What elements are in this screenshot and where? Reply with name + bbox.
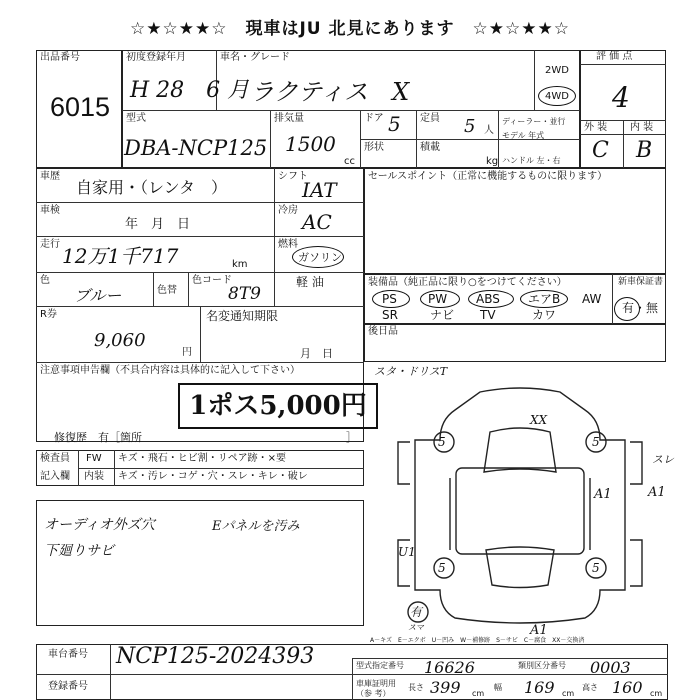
load-label: 積載 bbox=[420, 142, 440, 153]
equip-ps-circle bbox=[372, 290, 410, 308]
length-value: 399 bbox=[430, 678, 461, 697]
equip-airbag: エアB bbox=[528, 292, 561, 306]
mark-5-front-left: 5 bbox=[438, 435, 446, 449]
equip-ps: PS bbox=[382, 292, 397, 306]
lot-number: 6015 bbox=[49, 92, 111, 122]
inspector-label: 検査員 bbox=[40, 453, 70, 464]
car-diagram bbox=[370, 380, 670, 630]
fuel-gasoline-circle bbox=[292, 246, 344, 268]
color-change-label: 色替 bbox=[157, 285, 177, 296]
price-stamp: 1ポス5,000円 bbox=[178, 383, 378, 429]
name-change-value: 月 日 bbox=[300, 347, 333, 360]
interior-label: 内 装 bbox=[630, 122, 654, 133]
mark-scratch: スレ bbox=[652, 453, 674, 466]
auction-banner: ☆★☆★★☆ 現車はJU 北見にあります ☆★☆★★☆ bbox=[130, 19, 570, 39]
color-code-label: 色コード bbox=[192, 275, 232, 286]
mark-a1-rear: A1 bbox=[530, 623, 548, 638]
mileage-label: 走行 bbox=[40, 239, 60, 250]
sales-point-box bbox=[364, 168, 666, 274]
color-code-value: 8T9 bbox=[228, 284, 261, 304]
drive-2wd: 2WD bbox=[545, 65, 569, 76]
score-label: 評 価 点 bbox=[596, 51, 633, 62]
inspector-row2: キズ・汚レ・コゲ・穴・スレ・キレ・破レ bbox=[118, 471, 308, 482]
warranty-value: 有・無 bbox=[622, 301, 659, 315]
mark-5-rear-right: 5 bbox=[592, 561, 600, 575]
repair-close: ］ bbox=[346, 431, 357, 444]
fuel-label: 燃料 bbox=[278, 239, 298, 250]
score-value: 4 bbox=[612, 81, 630, 114]
cooling-value: AC bbox=[302, 210, 332, 234]
displacement-unit: cc bbox=[344, 156, 355, 167]
width-value: 169 bbox=[524, 678, 555, 697]
handle-label: ハンドル 左・右 bbox=[502, 156, 561, 165]
equip-aw: AW bbox=[582, 292, 602, 306]
chassis-label: 車台番号 bbox=[48, 649, 88, 660]
history-value: 自家用・（レンタ ） bbox=[76, 178, 227, 197]
color-label: 色 bbox=[40, 275, 50, 286]
recycle-value: 9,060 bbox=[94, 330, 146, 351]
recycle-label: R券 bbox=[40, 309, 57, 320]
load-unit: kg bbox=[486, 156, 499, 167]
equipment-label: 装備品（純正品に限り○をつけてください） bbox=[368, 277, 567, 288]
first-reg-label: 初度登録年月 bbox=[126, 52, 186, 63]
inspector-row1: キズ・飛石・ヒビ割・リペア跡・×要 bbox=[118, 453, 286, 464]
cert-label: 車庫証明用 bbox=[356, 679, 396, 688]
height-unit: cm bbox=[650, 689, 663, 698]
back-seat-label: 後日品 bbox=[368, 326, 398, 337]
equip-pw: PW bbox=[428, 292, 448, 306]
warranty-circle bbox=[614, 297, 640, 321]
first-reg-value: H 28 6 月 bbox=[130, 78, 250, 103]
mark-yes: 有 bbox=[410, 605, 423, 619]
mark-xx: XX bbox=[530, 413, 548, 427]
displacement-value: 1500 bbox=[285, 132, 336, 156]
model-name-value: ラクティス X bbox=[250, 78, 410, 106]
inspector-fw: FW bbox=[86, 453, 102, 464]
capacity-label: 定員 bbox=[420, 113, 440, 124]
class-value: 0003 bbox=[590, 658, 631, 677]
exterior-value: C bbox=[592, 138, 609, 163]
height-value: 160 bbox=[612, 678, 643, 697]
equip-navi: ナビ bbox=[430, 308, 455, 322]
equip-abs-circle bbox=[468, 290, 514, 308]
warranty-label: 新車保証書 bbox=[618, 277, 664, 287]
mark-u1: U1 bbox=[398, 545, 416, 559]
inspector-interior: 内装 bbox=[84, 471, 104, 482]
drive-4wd-circle bbox=[538, 86, 576, 106]
equip-sr: SR bbox=[382, 308, 398, 322]
shape-label: 形状 bbox=[364, 142, 384, 153]
equip-abs: ABS bbox=[476, 292, 500, 306]
name-change-label: 名変通知期限 bbox=[206, 309, 279, 323]
mileage-unit: km bbox=[232, 259, 248, 270]
exterior-label: 外 装 bbox=[584, 122, 608, 133]
mark-spare: スマ bbox=[408, 623, 424, 632]
model-code-label: 型式 bbox=[126, 113, 146, 124]
fuel-diesel: 軽 油 bbox=[296, 275, 324, 289]
shift-value: IAT bbox=[302, 178, 337, 202]
mark-5-rear-left: 5 bbox=[438, 561, 446, 575]
drive-4wd: 4WD bbox=[545, 91, 569, 102]
sales-point-label: セールスポイント（正常に機能するものに限ります） bbox=[368, 171, 608, 182]
equip-tv: TV bbox=[480, 308, 496, 322]
displacement-label: 排気量 bbox=[274, 113, 304, 124]
model-year-label: モデル 年式 bbox=[502, 131, 545, 140]
notes-label: 注意事項申告欄（不具合内容は具体的に記入して下さい） bbox=[40, 365, 300, 376]
back-seat-box bbox=[364, 324, 666, 362]
length-label: 長さ bbox=[408, 683, 424, 692]
reg-number-label: 登録番号 bbox=[48, 681, 88, 692]
model-code-value: DBA-NCP125 bbox=[124, 136, 268, 160]
type-no-value: 16626 bbox=[424, 658, 475, 677]
comment-line-3: Eパネルを汚み bbox=[212, 519, 300, 534]
doors-value: 5 bbox=[388, 112, 401, 136]
type-no-label: 型式指定番号 bbox=[356, 661, 404, 670]
comment-line-1: オーディオ外ズ穴 bbox=[44, 517, 155, 533]
shift-label: シフト bbox=[278, 171, 308, 182]
color-value: ブルー bbox=[74, 286, 122, 305]
mark-a1-side: A1 bbox=[594, 487, 612, 502]
mark-a1-right: A1 bbox=[648, 485, 666, 500]
capacity-unit: 人 bbox=[484, 125, 494, 136]
length-unit: cm bbox=[472, 689, 485, 698]
inspection-value: 年 月 日 bbox=[125, 217, 191, 232]
height-label: 高さ bbox=[582, 683, 598, 692]
equip-airbag-circle bbox=[520, 290, 568, 308]
diagram-top-note: スタ・ドリスT bbox=[374, 365, 448, 378]
doors-label: ドア bbox=[364, 113, 384, 124]
width-unit: cm bbox=[562, 689, 575, 698]
inspection-label: 車検 bbox=[40, 205, 60, 216]
class-label: 類別区分番号 bbox=[518, 661, 566, 670]
repair-label: 修復歴 有［箇所 bbox=[54, 431, 142, 444]
comment-line-2: 下廻りサビ bbox=[44, 543, 114, 559]
mark-5-front-right: 5 bbox=[592, 435, 600, 449]
mileage-value: 12万1千717 bbox=[62, 244, 179, 268]
chassis-value: NCP125-2024393 bbox=[116, 644, 315, 669]
cooling-label: 冷房 bbox=[278, 205, 298, 216]
recycle-unit: 円 bbox=[182, 347, 192, 358]
width-label: 幅 bbox=[494, 683, 502, 692]
fuel-gasoline: ガソリン bbox=[298, 251, 342, 264]
inspector-entry-label: 記入欄 bbox=[40, 471, 70, 482]
history-label: 車歴 bbox=[40, 171, 60, 182]
equip-leather: カワ bbox=[532, 308, 557, 322]
dealer-label: ディーラー・並行 bbox=[502, 117, 566, 126]
model-name-label: 車名・グレード bbox=[220, 52, 290, 63]
lot-number-label: 出品番号 bbox=[40, 52, 80, 63]
interior-value: B bbox=[636, 138, 653, 163]
diagram-legend: A－キズ E－エクボ U－凹み W－補修跡 S－サビ C－腐食 XX－交換済 bbox=[370, 637, 585, 644]
equip-pw-circle bbox=[420, 290, 460, 308]
cert-sub: （参 考） bbox=[356, 689, 391, 698]
capacity-value: 5 bbox=[464, 116, 476, 137]
